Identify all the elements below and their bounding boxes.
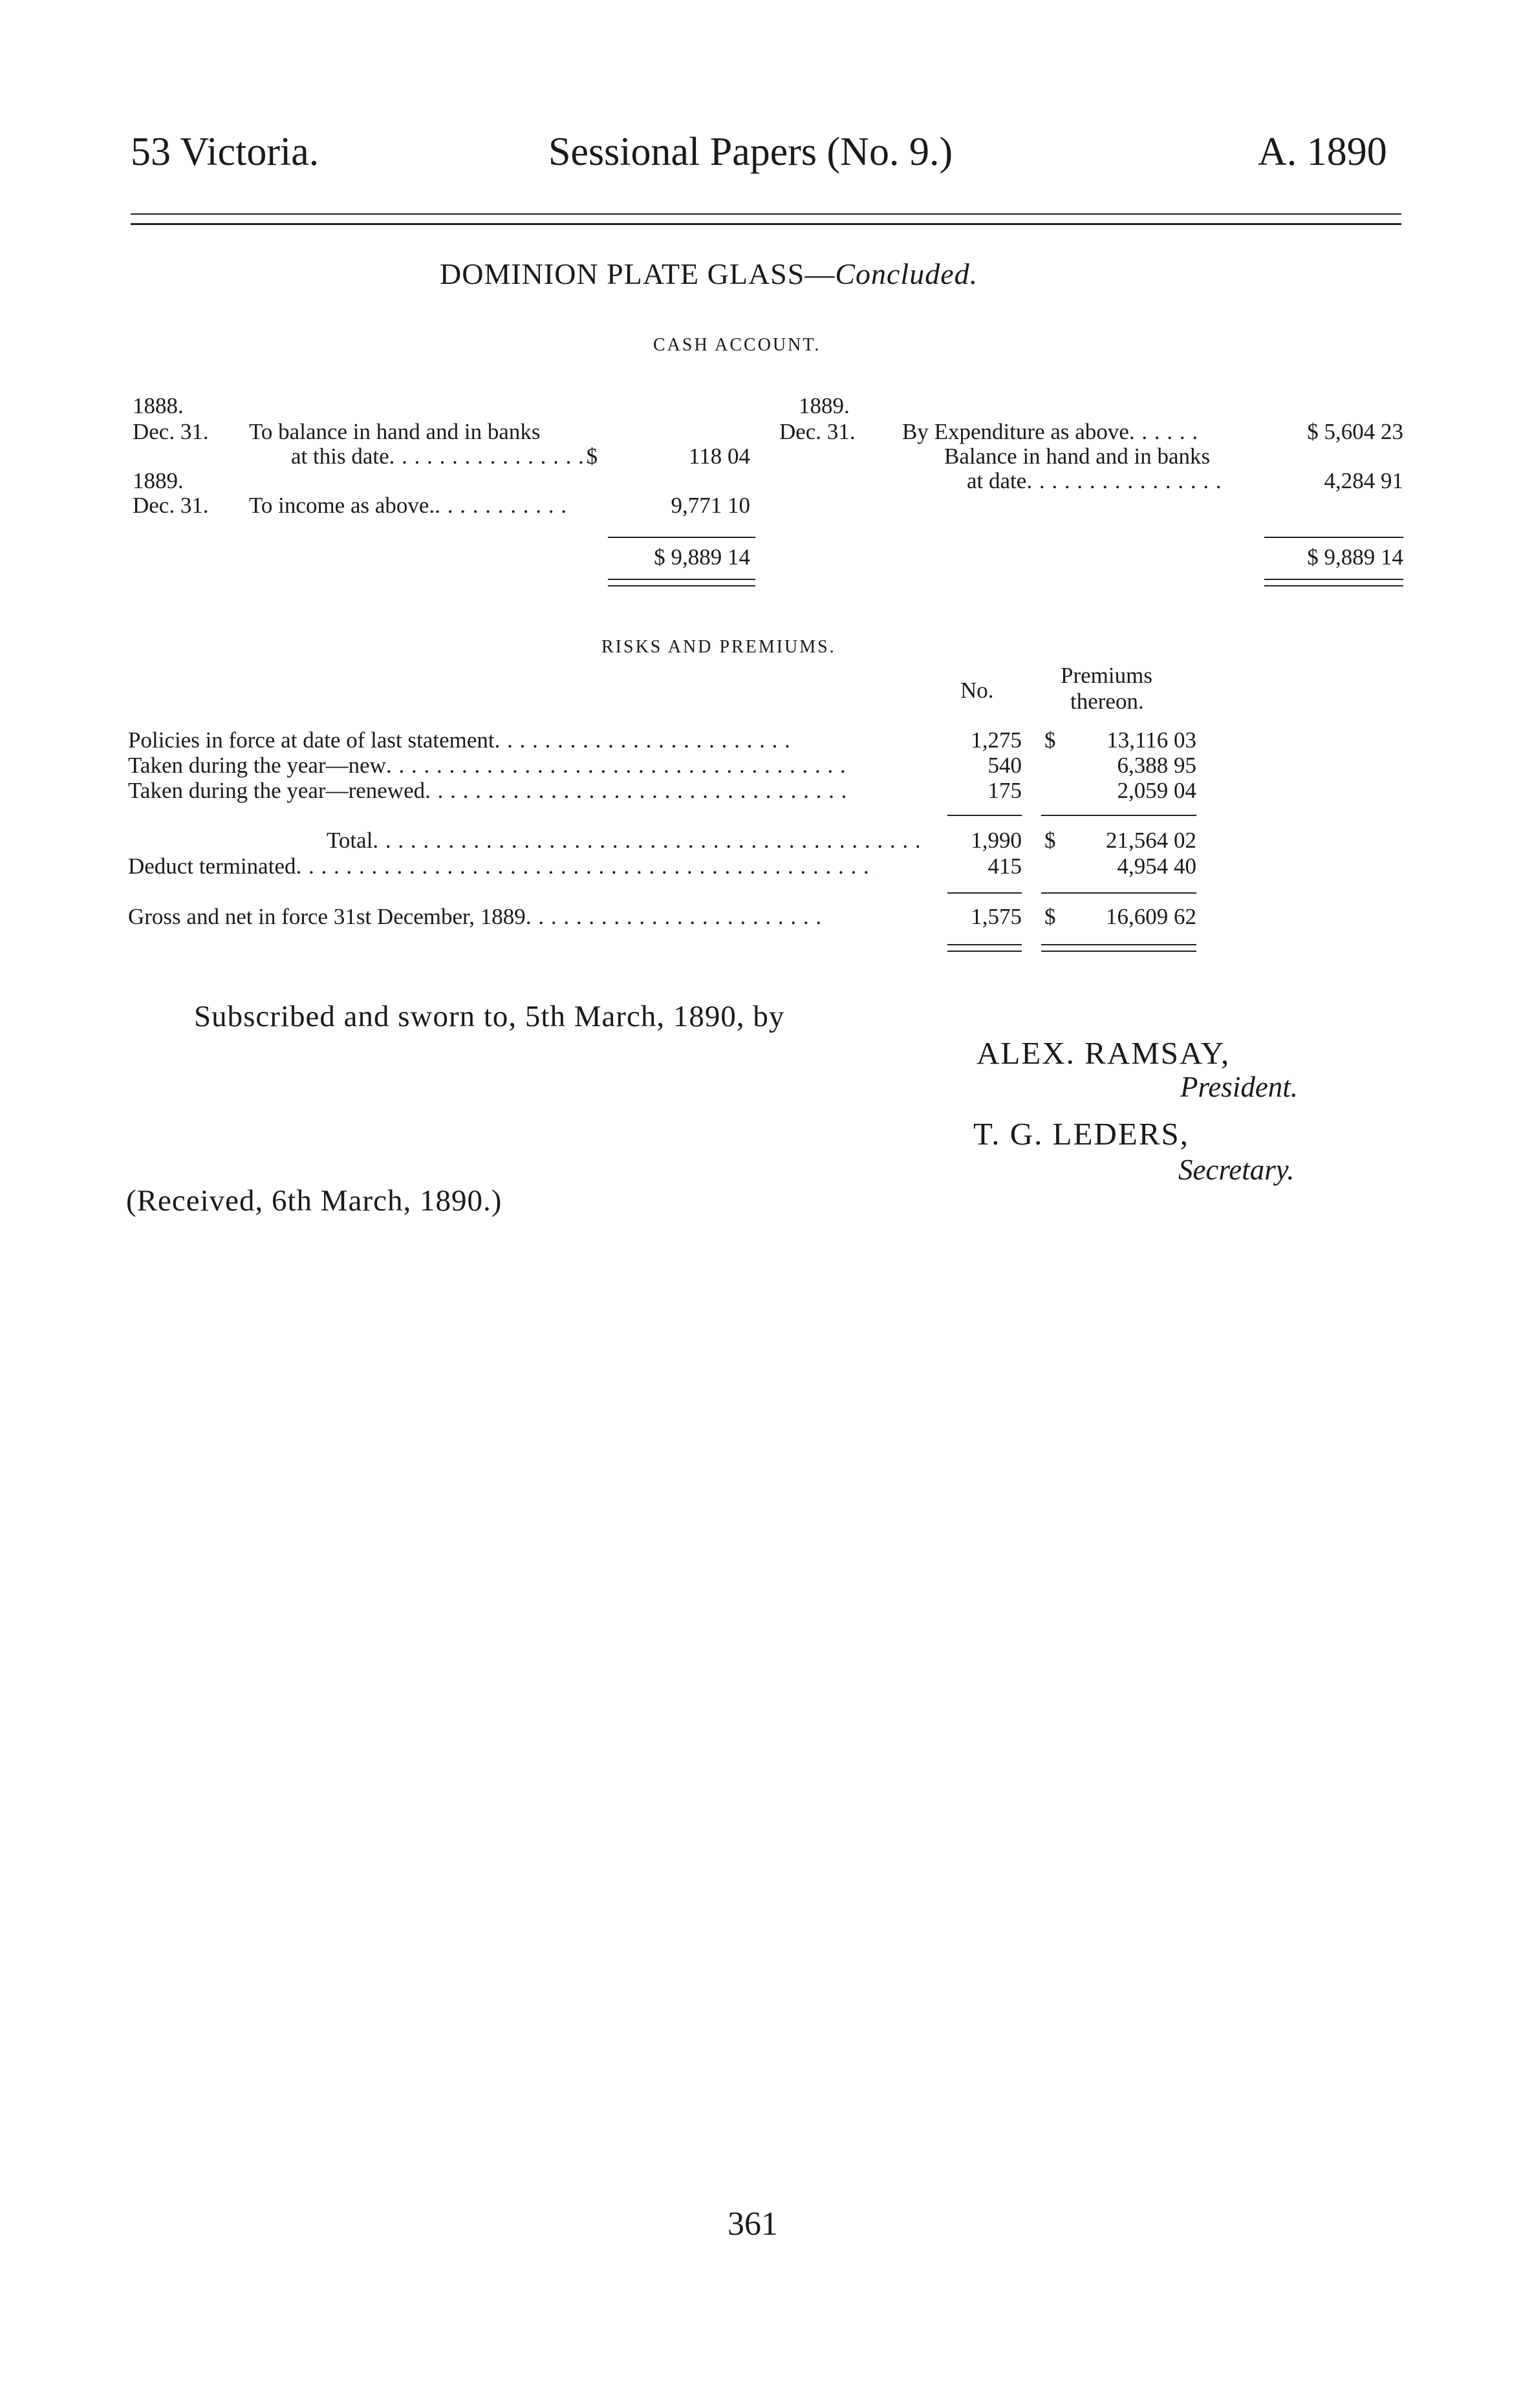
risks-no-subtotal-rule bbox=[947, 815, 1022, 816]
risks-row-3-label: Total bbox=[327, 828, 373, 853]
risks-row-1-prem: 6,388 95 bbox=[1117, 753, 1196, 778]
section-title-main: DOMINION PLATE GLASS— bbox=[440, 257, 836, 290]
risks-row-4-label: Deduct terminated bbox=[128, 854, 296, 879]
risks-prem-final-rule-1 bbox=[1041, 944, 1196, 945]
cash-right-year1: 1889. bbox=[799, 393, 850, 418]
header-year: A. 1890 bbox=[1258, 130, 1387, 174]
cash-right-total: $ 9,889 14 bbox=[1307, 544, 1403, 570]
signer-secretary-name: T. G. LEDERS, bbox=[973, 1116, 1190, 1152]
dot-leader bbox=[526, 904, 826, 930]
signer-secretary-title: Secretary. bbox=[1178, 1154, 1295, 1186]
risks-row-5-dollar: $ bbox=[1044, 904, 1056, 929]
cash-left-date1: Dec. 31. bbox=[133, 419, 209, 444]
received-date: (Received, 6th March, 1890.) bbox=[126, 1184, 502, 1218]
cash-left-item1-dollar: $ bbox=[586, 444, 598, 469]
risks-row-0-prem: 13,116 03 bbox=[1106, 727, 1196, 753]
dot-leader bbox=[296, 854, 878, 879]
risks-row-1-label: Taken during the year—new bbox=[128, 753, 386, 778]
cash-right-item2-line1: Balance in hand and in banks bbox=[944, 444, 1211, 469]
header-rule-bottom bbox=[131, 223, 1401, 225]
risks-row-2-no: 175 bbox=[987, 778, 1022, 803]
risks-row-3-dollar: $ bbox=[1044, 828, 1056, 853]
risks-heading: RISKS AND PREMIUMS. bbox=[601, 637, 836, 657]
dot-leader bbox=[386, 753, 845, 779]
sworn-statement: Subscribed and sworn to, 5th March, 1890, by bbox=[194, 1000, 785, 1033]
cash-left-total-rule bbox=[608, 537, 755, 538]
risks-row-label bbox=[128, 778, 845, 804]
risks-row-label bbox=[128, 727, 792, 753]
cash-right-item1 bbox=[902, 419, 1197, 445]
cash-right-item2-line2 bbox=[967, 468, 1220, 494]
cash-right-item2-value: 4,284 91 bbox=[1324, 468, 1403, 493]
dot-leader bbox=[425, 778, 845, 804]
page-number: 361 bbox=[728, 2206, 778, 2242]
cash-right-double-rule-2 bbox=[1264, 585, 1403, 586]
dot-leader bbox=[1026, 468, 1220, 494]
risks-col-prem-line2: thereon. bbox=[1070, 689, 1144, 714]
cash-left-item1-line2-text: at this date bbox=[291, 444, 389, 469]
risks-row-label bbox=[128, 904, 826, 930]
header-rule-top bbox=[131, 213, 1401, 215]
cash-left-item2 bbox=[249, 493, 570, 519]
signer-president-name: ALEX. RAMSAY, bbox=[976, 1035, 1231, 1071]
risks-col-no: No. bbox=[960, 678, 994, 703]
risks-row-3-no: 1,990 bbox=[971, 828, 1022, 853]
cash-left-year1: 1888. bbox=[133, 393, 184, 418]
cash-left-year2: 1889. bbox=[133, 468, 184, 493]
risks-row-5-no: 1,575 bbox=[971, 904, 1022, 929]
risks-no-final-rule-1 bbox=[947, 944, 1022, 945]
dot-leader bbox=[372, 828, 929, 854]
risks-row-2-label: Taken during the year—renewed bbox=[128, 778, 426, 803]
risks-prem-final-rule-2 bbox=[1041, 951, 1196, 952]
cash-right-item2-line2-text: at date bbox=[967, 468, 1027, 493]
dot-leader bbox=[1129, 419, 1197, 445]
risks-row-label bbox=[128, 854, 878, 879]
cash-right-item1-text: By Expenditure as above bbox=[902, 419, 1129, 444]
cash-left-double-rule-1 bbox=[608, 579, 755, 580]
risks-prem-net-rule bbox=[1041, 892, 1196, 894]
cash-account-heading: CASH ACCOUNT. bbox=[653, 335, 821, 355]
cash-left-item2-value: 9,771 10 bbox=[671, 493, 750, 518]
cash-left-total: $ 9,889 14 bbox=[654, 544, 750, 570]
header-title: Sessional Papers (No. 9.) bbox=[548, 130, 953, 174]
cash-left-item1-line2 bbox=[291, 444, 598, 469]
cash-left-item1-line1: To balance in hand and in banks bbox=[249, 419, 541, 444]
cash-right-item1-value: $ 5,604 23 bbox=[1307, 419, 1403, 444]
risks-no-final-rule-2 bbox=[947, 951, 1022, 952]
risks-row-2-prem: 2,059 04 bbox=[1117, 778, 1196, 803]
signer-president-title: President. bbox=[1180, 1071, 1299, 1103]
risks-row-5-label: Gross and net in force 31st December, 1889 bbox=[128, 904, 526, 929]
cash-right-total-rule bbox=[1264, 537, 1403, 538]
section-title-italic: Concluded. bbox=[835, 257, 978, 290]
risks-col-prem-line1: Premiums bbox=[1061, 663, 1152, 688]
risks-row-0-no: 1,275 bbox=[971, 727, 1022, 753]
risks-row-5-prem: 16,609 62 bbox=[1106, 904, 1196, 929]
cash-right-double-rule-1 bbox=[1264, 579, 1403, 580]
risks-row-3-prem: 21,564 02 bbox=[1106, 828, 1196, 853]
cash-left-double-rule-2 bbox=[608, 585, 755, 586]
risks-row-1-no: 540 bbox=[987, 753, 1022, 778]
risks-no-net-rule bbox=[947, 892, 1022, 894]
risks-prem-subtotal-rule bbox=[1041, 815, 1196, 816]
dot-leader bbox=[389, 444, 587, 469]
risks-row-0-dollar: $ bbox=[1044, 727, 1056, 753]
risks-row-4-prem: 4,954 40 bbox=[1117, 854, 1196, 879]
risks-row-0-label: Policies in force at date of last statement bbox=[128, 727, 495, 753]
dot-leader bbox=[495, 727, 792, 753]
risks-row-label bbox=[128, 753, 845, 779]
header-session: 53 Victoria. bbox=[131, 130, 319, 174]
risks-row-label bbox=[327, 828, 929, 854]
cash-right-date1: Dec. 31. bbox=[779, 419, 856, 444]
dot-leader bbox=[435, 493, 570, 519]
cash-left-item2-text: To income as above. bbox=[249, 493, 435, 518]
section-title bbox=[440, 257, 978, 291]
cash-left-date2: Dec. 31. bbox=[133, 493, 209, 518]
cash-left-item1-value: 118 04 bbox=[689, 444, 750, 469]
risks-row-4-no: 415 bbox=[987, 854, 1022, 879]
